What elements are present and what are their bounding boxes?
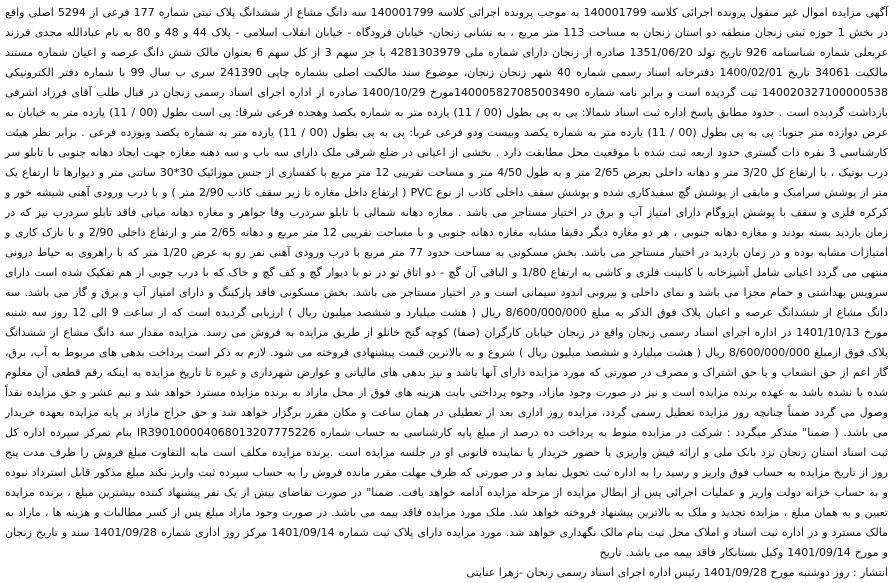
auction-notice-footer: انتشار : روز دوشنبه مورخ 1401/09/28 رئیس اداره اجرای اسناد رسمی زنجان -زهرا عنایتی <box>466 566 888 579</box>
auction-notice-body: آگهی مزایده اموال غیر منقول پرونده اجرائی کلاسه 140001799 به موجب پرونده اجرائی کلاسه 140001799 سه دانگ مشاع از ششدانگ پلاک ثبتی شماره 177 فرعی از 5294 اصلی واقع در بخش 1 حوزه ثبتی زنجان منطقه دو استان زنجان به مساحت 113 متر مربع ، به نشانی زنجان- خیابان فرودگاه - خیابان انقلاب اسلامی - پلاک 44 و 48 و 80 به نام عبادالله مجدی فرزند عربعلی شماره شناسنامه 926 تاریخ تولد 1351/06/20 صادره از زنجان دارای شماره ملی 4281303979 با جز سهم 3 از کل سهم 6 بعنوان مالک شش دانگ عرصه و اعیان شماره مستند مالکیت 34061 تاریخ 1400/02/01 دفترخانه اسناد رسمی شماره 40 شهر زنجان زنجان، موضوع سند مالکیت اصلی بشماره چاپی 241390 سری ب سال 99 با شماره دفتر الکترونیکی 140020327100000538 ثبت گردیده است و برابر نامه شماره 140005827085003490مورخ 1400/10/29 صادره از اداره اجرای اسناد رسمی زنجان در قبال طلب آقای فرزاد اشرفی بازداشت گردیده است . حدود مطابق پاسخ اداره ثبت اسناد شمالا: پی به پی بطول (00 / 11) یازده متر به شماره یکصد وهجده فرعی شرقا: پی است بطول (00 / 11) یازده متر به خیابان به عرض دوازده متر جنوبا: پی به پی بطول (00 / 11) یازده متر به شماره یکصد وبیست ودو فرعی غربا: پی به پی بطول (00 / 11) یازده متر به شماره یکصد ونوزده فرعی . برابر نظر هیئت کارشناسی 3 نفره ذات گستری حدود اربعه ثبت شده با موقعیت محل مطابقت دارد . بخشی از اعیانی در ضلع شرقی ملک دارای سه باب و سه دهنه مغازه جهت ایجاد دهانه جنوبی با تابلو سر درب بوتیک ، با ارتفاع کل 3/20 متر و دهانه داخلی بعرض 2/65 متر و به طول 4/50 متر و مساحت تقریبی 12 متر مربع با کفسازی از جنس موزائیک 30*30 ساتتی متر و دیوارها تا ارتفاع یک متر از پوشش سرامیک و مابقی از پوشش گچ سفیدکاری شده و پوشش سقف داخلی کاذب از نوع PVC ( ارتفاع داخل مغازه تا زیر سقف کاذب 2/90 متر ) و با درب ورودی آهنی شیشه خور و کرکره فلزی و سقف با پوشش ایزوگام دارای امتیاز آب و برق در اختیار مستاجر می باشد . مغازه دهانه شمالی با تابلو سردرب وفا جواهر و مغازه دهانه میانی فاقد تابلو سردرب نیز که در زمان بازدید بسته بودند و مغازه دهانه جنوبی ، هر دو مغازه دیگر دقیقا مشابه مغازه دهانه جنوبی و با مساحت تقریبی 12 متر مربع و دهانه 2/65 متر و ارتفاع داخلی 2/90 و با نازک کاری و امتیازات مشابه بوده و در زمان بازدید در اختیار مستاجر می باشد. بخش مسکونی به مساحت حدود 77 متر مربع با درب ورودی آهنی نفر رو به عرض 1/20 متر که با راهروی به حیاط درونی منتهی می گردد اعیانی شامل آشپزخانه با کابینت فلزی و کاشی به ارتفاع 1/80 و الباقی آن گچ - دو اتاق تو در تو با دیوار گچ و کف گچ و خاک که با درب چوبی از هم تفکیک شده است دارای سرویس بهداشتی و حمام مجزا می باشد و نمای داخلی و بیرونی اندود سیمانی است و در اختیار مستاجر می باشد. بخش مسکونی فاقد پارکینگ و دارای امتیاز آب و برق و گاز می باشد. سه دانگ مشاع از ششدانگ عرصه و اعیان پلاک فوق الذکر به مبلغ 8/600/000/000 ریال ( هشت میلیارد و ششصد میلیون ریال ) ارزیابی گردیده است که از ساعت 9 الی 12 روز سه شنبه مورخ 1401/10/13 در اداره اجرای اسناد رسمی زنجان واقع در زنجان خیابان کارگران (صفا) کوچه گنج خانلو از طریق مزایده به فروش می رسد. مزایده مقدار سه دانگ مشاع از ششدانگ پلاک فوق ازمبلغ 8/600/000/000 ریال ( هشت میلیارد و ششصد میلیون ریال ) شروع و به بالاترین قیمت پیشنهادی فروخته می شود. لازم به ذکر است پرداخت بدهی های مربوط به آب، برق، گاز اعم از حق انشعاب و یا حق اشتراک و مصرف در صورتی که مورد مزایده دارای آنها باشد و نیز بدهی های مالیاتی و عوارض شهرداری و غیره تا تاریخ مزایده به اینکه رقم قطعی آن معلوم شده یا نشده باشد به عهده برنده مزایده است و نیز در صورت وجود مازاد، وجوه پرداختی بابت هزینه های فوق از محل مازاد به برنده مزایده مسترد خواهد شد و نیم عشر و حق مزایده نقداً وصول می گردد ضمناً چنانچه روز مزایده تعطیل رسمی گردد، مزایده روز اداری بعد از تعطیلی در همان ساعت و مکان مقرر برگزار خواهد شد و حق حراج مازاد بر پایه مزایده بعهده خریدار می باشد. ( ضمنا" متذکر میگردد : شرکت در مزایده منوط به پرداخت ده درصد از مبلغ پایه کارشناسی به حساب شماره IR390100004068013207775226 بنام تمرکز سپرده اداره کل ثبت اسناد استان زنجان نزد بانک ملی و ارائه فیش واریزی با حضور خریدار یا نماینده قانونی او در جلسه مزایده است .برنده مزایده مکلف است مابه التفاوت مبلغ فروش را ظرف مدت پنج روز از تاریخ مزایده به حساب فوق واریز و رسید را به اداره ثبت تحویل نماید و در صورتی که ظرف مهلت مقرر مانده فروش را به حساب سپرده ثبت واریز نکند مبلغ مذکور قابل استرداد نبوده و به حساب خزانه دولت واریز و عملیات اجرائی پس از ابطال مزایده از مرحله مزایده آدامه خواهد یافت. ضمنا" در صورت تقاضای بیش از یک نفر پیشنهاد کننده بیشترین مبلغ ، برنده مزایده تعیین و به همان مبلغ ، مزایده تجدید و ملک به بالاترین پیشنهاد فروخته خواهد شد. ملک مورد مزایده فاقد بیمه می باشد. در صورت وجود مازاد مبلغ پس از کسر مطالبات و هزینه ها ، مازاد به مالک مسترد و در اداره ثبت اسناد و املاک محل ثبت بنام مالک نگهداری خواهد شد. مورد مزایده دارای پلاک ثبت شماره 1401/09/14 مرکز روز اداری شماره 1401/09/28 سند و تاریخ زنجان و مورخ 1401/09/14 وکیل بستانکار فاقد بیمه می باشد. تاریخ <box>5 6 889 559</box>
